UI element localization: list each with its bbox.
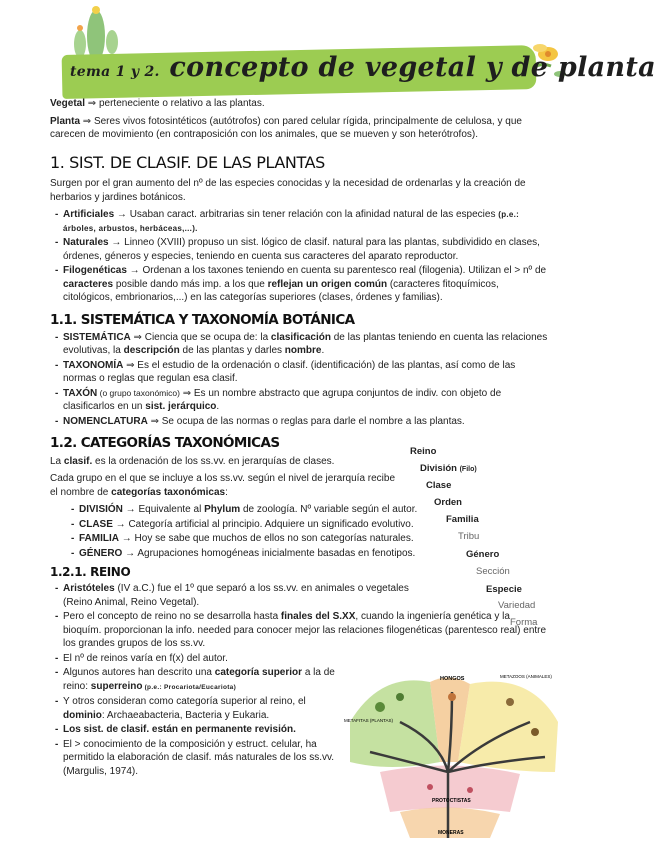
list-item <box>54 723 349 737</box>
text: ⇒ Ciencia que se ocupa de: la <box>130 331 271 343</box>
bold: clasificación <box>270 331 331 343</box>
text: de las plantas teniendo en cuenta las relaciones evolutivas, la <box>63 331 548 357</box>
hierarchy-division <box>420 463 477 476</box>
text: ⇒ Es un nombre abstracto que agrupa conjuntos de indiv. con objeto de clasificarlos en un <box>63 387 502 413</box>
section-heading-1-1: 1.1. SISTEMÁTICA Y TAXONOMÍA BOTÁNICA <box>50 311 355 328</box>
animal-icon <box>506 698 514 706</box>
text: → Agrupaciones homogéneas inicialmente basadas en fenotipos. <box>122 547 416 559</box>
plant-icon <box>375 702 385 712</box>
bold: nombre <box>284 345 322 357</box>
text: El nº de reinos varía en f(x) del autor. <box>63 652 228 664</box>
suffix: (Filo) <box>459 466 477 473</box>
text: → Usaban caract. arbitrarias sin tener relación con la afinidad natural de las especies <box>114 209 499 221</box>
text: de zoología. Nº variable según el autor. <box>240 504 418 516</box>
definition-vegetal <box>50 97 550 111</box>
list-item <box>54 738 349 779</box>
text: Y otros consideran como categoría superior al reino, el <box>63 696 306 708</box>
section-heading-1-2-1: 1.2.1. REINO <box>50 565 131 580</box>
protist-icon <box>467 787 473 793</box>
text: : <box>225 486 228 498</box>
taxonomic-hierarchy <box>380 446 550 636</box>
list-item <box>54 695 349 722</box>
plant-icon <box>396 693 404 701</box>
text: → Linneo (XVIII) propuso un sist. lógico de clasif. natural para las plantas, subdividido en clases, órdenes, géneros y especies, teniendo en cuenta sus caracteres del aparato reproductor. <box>63 237 540 262</box>
title-banner <box>0 0 656 96</box>
label-protoctistas: PROTOCTISTAS <box>432 798 471 804</box>
hierarchy-variedad: Variedad <box>498 600 536 611</box>
list-item <box>54 652 349 666</box>
title-prefix: tema 1 y 2. <box>70 64 160 80</box>
list-item <box>54 331 550 358</box>
label-metafitas: METAFITAS (PLANTAS) <box>344 718 394 723</box>
text: es la ordenación de los ss.vv. en jerarquías de clases. <box>92 455 335 467</box>
bold: descripción <box>123 345 180 357</box>
metafitas-zone <box>350 680 440 767</box>
text: . <box>321 345 325 357</box>
text: ⇒ Es el estudio de la ordenación o clasif. (identificación) de las plantas, así como de las normas o reglas que regulan esa clasif. <box>63 359 516 385</box>
label-moneras: MONERAS <box>438 830 464 836</box>
example: (p.e.: árboles, arbustos, herbáceas,...). <box>63 210 520 233</box>
list-item <box>54 666 349 694</box>
hierarchy-orden: Orden <box>434 497 462 508</box>
section1-intro: Surgen por el gran aumento del nº de las especies conocidas y la necesidad de ordenarlas y la creación de herbarios y jardines botánicos. <box>50 178 526 203</box>
hierarchy-genero: Género <box>466 549 500 560</box>
hierarchy-especie: Especie <box>486 584 522 595</box>
list-item <box>54 387 550 414</box>
example: (p.e.: Procariota/Eucariota) <box>142 683 237 691</box>
text: La <box>50 455 64 467</box>
text: Algunos autores han descrito una <box>63 667 215 679</box>
list-item <box>54 208 550 235</box>
term-planta: Planta <box>50 115 81 127</box>
text: a la de reino: <box>63 667 335 692</box>
section12-p1 <box>50 455 402 469</box>
term: DIVISIÓN <box>79 504 123 516</box>
section-heading-1-2: 1.2. CATEGORÍAS TAXONÓMICAS <box>50 435 280 452</box>
protist-icon <box>427 784 433 790</box>
bold: superreino <box>90 680 143 692</box>
text: → Equivalente al <box>122 504 205 516</box>
term: GÉNERO <box>79 547 123 559</box>
bold: reflejan un origen común <box>267 278 388 290</box>
title-main: concepto de vegetal y de planta <box>169 52 656 83</box>
text: (IV a.C.) fue el 1º que separó a los ss.vv. en animales o vegetales (Reino Animal, Reino Vegetal). <box>63 583 409 608</box>
term: Naturales <box>63 237 109 249</box>
hierarchy-familia: Familia <box>446 514 479 525</box>
bold: dominio <box>63 709 102 721</box>
term: SISTEMÁTICA <box>63 331 131 343</box>
list-item <box>54 359 550 386</box>
bold: sist. jerárquico <box>145 401 217 413</box>
bold: clasif. <box>63 455 93 467</box>
label-metazoos: METAZOOS (ANIMALES) <box>500 674 552 679</box>
text: de las plantas y darles <box>179 345 285 357</box>
text: : Archaeabacteria, Bacteria y Eukaria. <box>101 709 270 721</box>
hierarchy-forma: Forma <box>510 617 538 628</box>
animal-icon <box>531 728 539 736</box>
term: Filogenéticas <box>63 265 127 277</box>
section-heading-1: 1. SIST. DE CLASIF. DE LAS PLANTAS <box>50 152 325 172</box>
bold: categoría superior <box>214 667 303 679</box>
text: → Hoy se sabe que muchos de ellos no son categorías naturales. <box>119 533 414 545</box>
list-item <box>54 264 550 305</box>
term: NOMENCLATURA <box>63 415 148 427</box>
text: posible dando más imp. a los que <box>113 278 268 290</box>
label: División <box>420 463 457 474</box>
list-item <box>54 415 550 429</box>
text: → Categoría artificial al principio. Adquiere un significado evolutivo. <box>112 518 414 530</box>
list-item <box>54 236 550 263</box>
text: Cada grupo en el que se incluye a los ss.vv. según el nivel de jerarquía recibe el nombre de <box>50 473 396 498</box>
text: → Ordenan a los taxones teniendo en cuenta su parentesco real (filogenia). Utilizan el > nº de <box>126 265 547 277</box>
definition-planta <box>50 115 550 142</box>
page-title <box>70 50 656 86</box>
bold: caracteres <box>63 278 114 290</box>
term: TAXONOMÍA <box>63 359 124 371</box>
definition-text: ⇒ perteneciente o relativo a las plantas. <box>85 98 265 109</box>
text: (caracteres fitoquímicos, citológicos, embrionarios,...) en las categorías superiores (clases, órdenes y familias). <box>63 278 499 304</box>
aside: (o grupo taxonómico) <box>97 387 180 398</box>
hierarchy-tribu: Tribu <box>458 531 480 542</box>
term: Aristóteles <box>63 583 115 595</box>
section12-p2 <box>50 472 402 499</box>
metazoos-zone <box>458 682 558 772</box>
taxonomy-concepts-list <box>54 331 550 429</box>
text: El > conocimiento de la composición y estruct. celular, ha permitido la elaboración de clasif. más naturales de los ss.vv. (Margulis, 1974). <box>63 738 335 777</box>
text: ⇒ Se ocupa de las normas o reglas para darle el nombre a las plantas. <box>147 415 465 427</box>
hierarchy-seccion: Sección <box>476 566 510 577</box>
hierarchy-clase: Clase <box>426 480 452 491</box>
definition-text: ⇒ Seres vivos fotosintéticos (autótrofos) con pared celular rígida, principalmente de celulosa, y que carecen de movimiento (en contraposición con los animales, que se mueven y son heterótrofos). <box>50 115 522 140</box>
term-vegetal: Vegetal <box>50 98 86 109</box>
label-hongos: HONGOS <box>440 676 465 682</box>
text: Pero el concepto de reino no se desarrolla hasta <box>63 611 281 623</box>
text: , cuando la ingeniería genética y la bioquím. proporcionan la info. needed para conocer mejor las relaciones filogenéticas (parentesco real) entre los grandes grupos de los ss.vv. <box>63 611 547 650</box>
bold: Los sist. de clasif. están en permanente revisión. <box>63 724 296 736</box>
hierarchy-reino: Reino <box>410 446 437 457</box>
text: . <box>216 401 220 413</box>
classification-systems-list <box>54 208 550 305</box>
term: CLASE <box>79 518 113 530</box>
term: Artificiales <box>63 209 115 221</box>
bold: Phylum <box>204 504 241 516</box>
bold: categorías taxonómicas <box>111 486 226 498</box>
mushroom-icon <box>448 693 456 701</box>
term: FAMILIA <box>79 533 119 545</box>
phylogenetic-tree-illustration <box>340 662 562 840</box>
bold: finales del S.XX <box>280 611 356 623</box>
list-item <box>54 582 414 609</box>
term: TAXÓN <box>63 387 98 399</box>
